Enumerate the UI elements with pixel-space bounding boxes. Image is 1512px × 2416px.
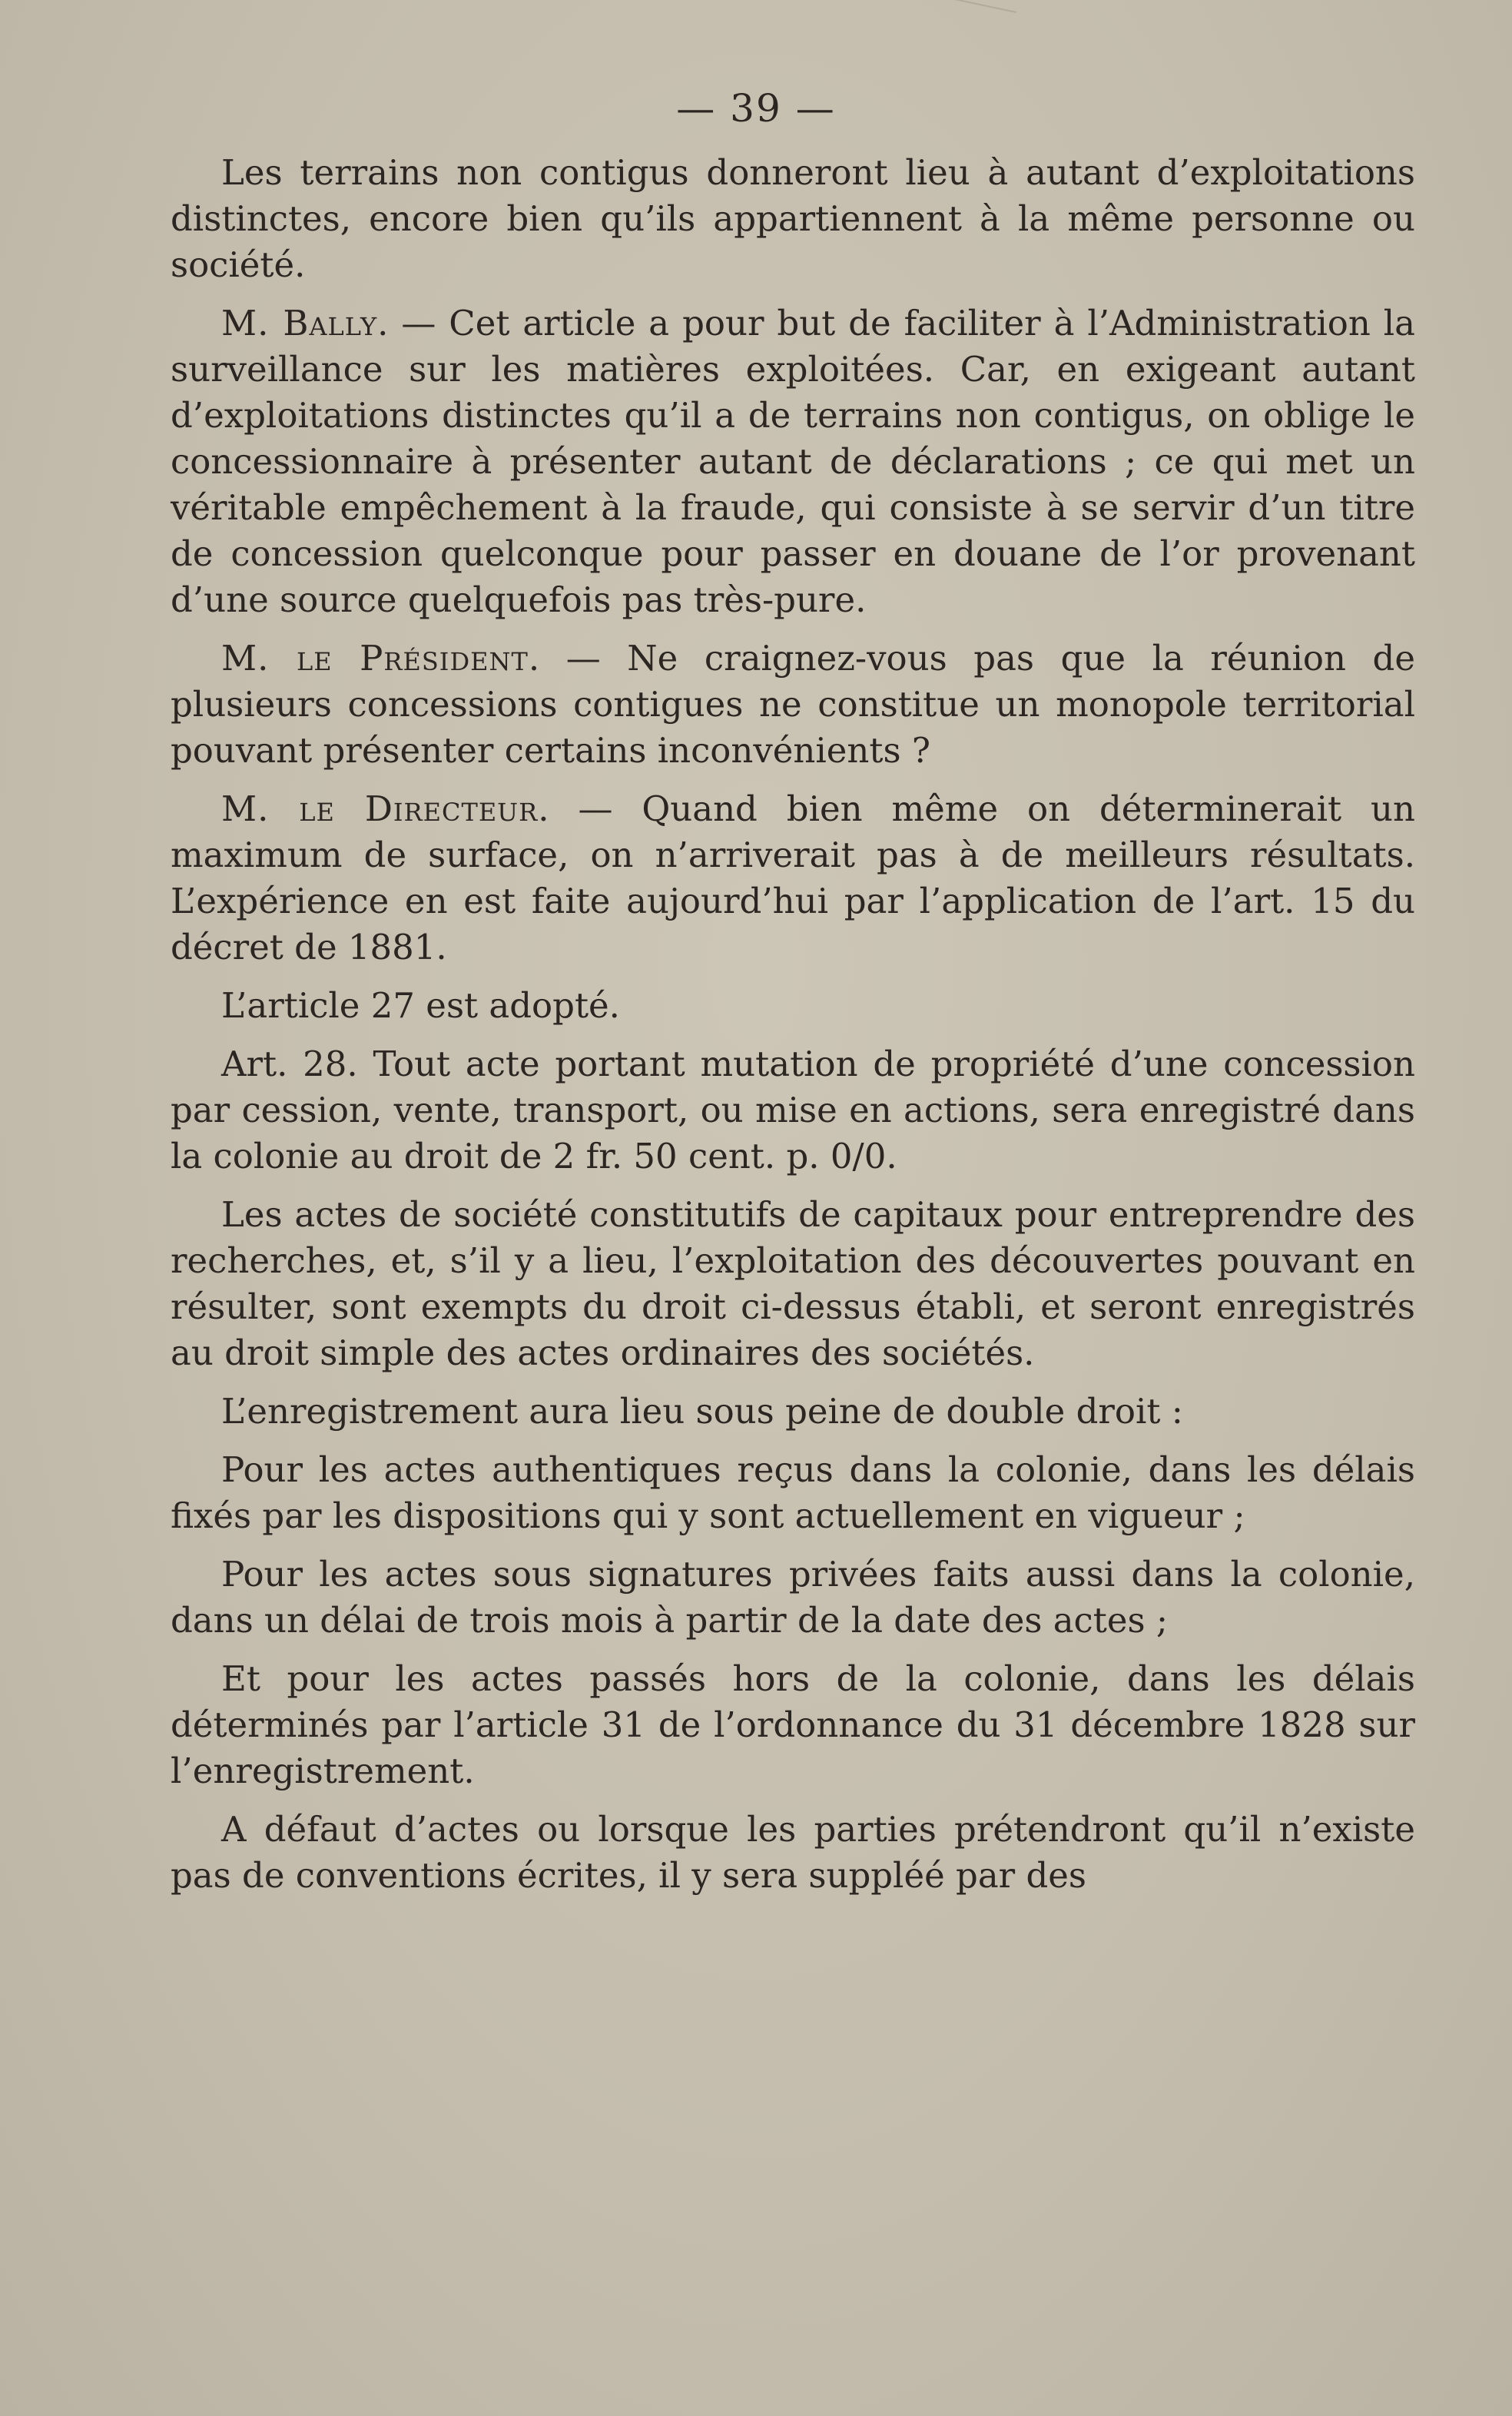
speaker-name: le Président: [296, 638, 529, 679]
page-number: — 39 —: [676, 86, 836, 131]
speaker-prefix: M.: [221, 788, 300, 829]
speech-text: . — Quand bien même on déterminerait un maximum de surface, on n’arriverait pas à de meilleurs résultats. L’expérience en est faite aujourd’hui par l’application de l’art. 15 du décret de 1881.: [171, 788, 1416, 967]
paragraph-6: Art. 28. Tout acte portant mutation de propriété d’une concession par cession, vente, transport, ou mise en actions, sera enregistré dans la colonie au droit de 2 fr. 50 cent. p. 0/0.: [171, 1044, 1415, 1176]
paper-crease: [904, 0, 1016, 43]
speech-text: . — Ne craignez-vous pas que la réunion de plusieurs concessions contigues ne constitue un monopole territorial pouvant présenter certains inconvénients ?: [171, 638, 1415, 771]
speaker-name: le Directeur: [299, 788, 539, 829]
paragraph-3: [171, 636, 1415, 774]
paragraph-9: Pour les actes authentiques reçus dans la colonie, dans les délais fixés par les dispositions qui y sont actuellement en vigueur ;: [171, 1449, 1415, 1536]
paragraph-1: Les terrains non contigus donneront lieu à autant d’exploitations distinctes, encore bien qu’ils appartiennent à la même personne ou société.: [171, 152, 1415, 285]
paragraph-2: [171, 300, 1415, 623]
paragraph-5: L’article 27 est adopté.: [221, 985, 620, 1026]
speaker-name: Bally: [283, 303, 378, 343]
speaker-prefix: M.: [221, 638, 297, 679]
speech-text: . — Cet article a pour but de faciliter à l’Administration la surveillance sur les matières exploitées. Car, en exigeant autant d’exploitations distinctes qu’il a de terrains non contigus, on oblige le concessionnaire à présenter autant de déclarations ; ce qui met un véritable empêchement à la fraude, qui consiste à se servir d’un titre de concession quelconque pour passer en douane de l’or provenant d’une source quelquefois pas très-pure.: [171, 303, 1416, 620]
paragraph-4: [171, 786, 1415, 971]
paragraph-7: Les actes de société constitutifs de capitaux pour entreprendre des recherches, et, s’il y a lieu, l’exploitation des découvertes pouvant en résulter, sont exempts du droit ci-dessus établi, et seront enregistrés au droit simple des actes ordinaires des sociétés.: [171, 1194, 1415, 1373]
speaker-prefix: M.: [221, 303, 284, 343]
paragraph-11: Et pour les actes passés hors de la colonie, dans les délais déterminés par l’article 31 de l’ordonnance du 31 décembre 1828 sur l’enregistrement.: [171, 1658, 1415, 1791]
paragraph-12: A défaut d’actes ou lorsque les parties prétendront qu’il n’existe pas de conventions écrites, il y sera suppléé par des: [171, 1809, 1415, 1896]
paragraph-8: L’enregistrement aura lieu sous peine de double droit :: [221, 1391, 1183, 1432]
paragraph-10: Pour les actes sous signatures privées faits aussi dans la colonie, dans un délai de trois mois à partir de la date des actes ;: [171, 1554, 1415, 1641]
body-text: [171, 150, 1415, 1911]
